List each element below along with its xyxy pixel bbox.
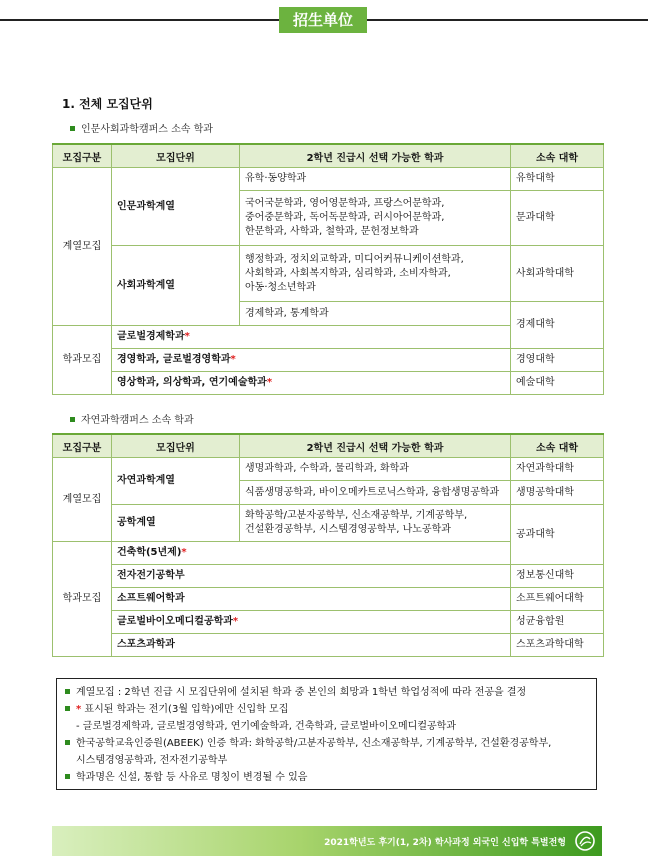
note-line <box>65 769 588 786</box>
star-mark: * <box>232 616 239 627</box>
bullet-icon <box>65 774 70 779</box>
bullet-icon <box>65 740 70 745</box>
college-cell: 생명공학대학 <box>511 481 604 505</box>
th-majors: 2학년 진급시 선택 가능한 학과 <box>240 144 511 168</box>
category-cell: 학과모집 <box>53 326 112 395</box>
unit-cell <box>112 326 511 349</box>
star-mark: * <box>266 377 273 388</box>
unit-label: 글로벌바이오메디컬공학과 <box>117 616 233 627</box>
category-cell: 계열모집 <box>53 168 112 326</box>
table-row <box>53 634 604 657</box>
note-text: 학과명은 신설, 통합 등 사유로 명칭이 변경될 수 있음 <box>76 772 308 783</box>
unit-cell <box>112 542 511 565</box>
college-cell: 유학대학 <box>511 168 604 191</box>
th-college: 소속 대학 <box>511 434 604 458</box>
unit-cell: 공학계열 <box>112 505 240 542</box>
unit-cell: 전자전기공학부 <box>112 565 511 588</box>
table-row <box>53 505 604 542</box>
unit-cell <box>112 372 511 395</box>
university-logo-icon <box>574 830 596 852</box>
footer-text: 2021학년도 후기(1, 2차) 학사과정 외국인 신입학 특별전형 <box>324 838 566 848</box>
college-cell: 예술대학 <box>511 372 604 395</box>
unit-cell: 인문과학계열 <box>112 168 240 246</box>
majors-line: 화학공학/고분자공학부, 신소재공학부, 기계공학부, <box>245 510 468 521</box>
campus1-label <box>70 120 213 135</box>
star-mark: * <box>184 331 190 342</box>
footer-band <box>52 826 602 856</box>
th-unit: 모집단위 <box>112 434 240 458</box>
section-title: 1. 전체 모집단위 <box>62 97 153 111</box>
college-cell: 성균융합원 <box>511 611 604 634</box>
unit-cell <box>112 611 511 634</box>
unit-cell: 사회과학계열 <box>112 246 240 326</box>
table-header-row <box>53 144 604 168</box>
table-row <box>53 372 604 395</box>
note-line <box>65 752 588 769</box>
campus2-text: 자연과학캠퍼스 소속 학과 <box>81 415 194 426</box>
majors-line: 중어중문학과, 독어독문학과, 러시아어문학과, <box>245 212 445 223</box>
college-cell: 공과대학 <box>511 505 604 565</box>
note-line <box>65 735 588 752</box>
majors-cell: 유학·동양학과 <box>240 168 511 191</box>
note-text: 표시된 학과는 전기(3월 입학)에만 신입학 모집 <box>84 704 289 715</box>
majors-line: 아동·청소년학과 <box>245 281 316 293</box>
bullet-icon <box>70 126 75 131</box>
majors-line: 국어국문학과, 영어영문학과, 프랑스어문학과, <box>245 198 445 209</box>
college-cell: 사회과학대학 <box>511 246 604 302</box>
unit-label: 영상학과, 의상학과, 연기예술학과 <box>117 377 267 388</box>
bullet-icon <box>65 689 70 694</box>
college-cell: 문과대학 <box>511 191 604 246</box>
table-row <box>53 458 604 481</box>
notes-box <box>56 678 597 790</box>
college-cell: 경제대학 <box>511 302 604 349</box>
header-rule-right <box>367 19 648 21</box>
majors-cell <box>240 246 511 302</box>
unit-label: 건축학(5년제) <box>117 547 182 558</box>
majors-line: 한문학과, 사학과, 철학과, 문헌정보학과 <box>245 226 419 237</box>
note-text: 한국공학교육인증원(ABEEK) 인증 학과: 화학공학/고분자공학부, 신소재공학부, 기계공학부, 건설환경공학부, <box>76 738 552 749</box>
table-row <box>53 588 604 611</box>
star-mark: * <box>181 547 187 558</box>
note-line <box>65 701 588 718</box>
unit-label: 경영학과, 글로벌경영학과 <box>117 354 231 365</box>
college-cell: 소프트웨어대학 <box>511 588 604 611</box>
header-rule-left <box>0 19 279 21</box>
star-mark: * <box>76 704 82 715</box>
table-row <box>53 565 604 588</box>
table-header-row <box>53 434 604 458</box>
table-humanities-campus <box>52 143 604 395</box>
majors-line: 행정학과, 정치외교학과, 미디어커뮤니케이션학과, <box>245 253 464 265</box>
bullet-icon <box>65 706 70 711</box>
th-category: 모집구분 <box>53 434 112 458</box>
note-text: 시스템경영공학과, 전자전기공학부 <box>76 755 228 766</box>
majors-line: 건설환경공학부, 시스템경영공학부, 나노공학과 <box>245 524 451 535</box>
page-title: 招生单位 <box>279 7 367 33</box>
note-text: - 글로벌경제학과, 글로벌경영학과, 연기예술학과, 건축학과, 글로벌바이오메디컬공학과 <box>76 721 456 732</box>
table-row <box>53 168 604 191</box>
th-majors: 2학년 진급시 선택 가능한 학과 <box>240 434 511 458</box>
majors-cell <box>240 191 511 246</box>
note-text: 계열모집 : 2학년 진급 시 모집단위에 설치된 학과 중 본인의 희망과 1학년 학업성적에 따라 전공을 결정 <box>76 687 527 698</box>
majors-cell: 생명과학과, 수학과, 물리학과, 화학과 <box>240 458 511 481</box>
campus2-label <box>70 411 194 426</box>
majors-cell <box>240 505 511 542</box>
majors-cell: 경제학과, 통계학과 <box>240 302 511 326</box>
majors-cell: 식품생명공학과, 바이오메카트로닉스학과, 융합생명공학과 <box>240 481 511 505</box>
star-mark: * <box>230 354 236 365</box>
table-row <box>53 611 604 634</box>
college-cell: 자연과학대학 <box>511 458 604 481</box>
table-row <box>53 246 604 302</box>
category-cell: 계열모집 <box>53 458 112 542</box>
th-college: 소속 대학 <box>511 144 604 168</box>
unit-cell <box>112 349 511 372</box>
bullet-icon <box>70 417 75 422</box>
campus1-text: 인문사회과학캠퍼스 소속 학과 <box>81 124 213 135</box>
table-natural-campus <box>52 433 604 657</box>
unit-cell: 스포츠과학과 <box>112 634 511 657</box>
unit-cell: 소프트웨어학과 <box>112 588 511 611</box>
college-cell: 경영대학 <box>511 349 604 372</box>
table-row <box>53 349 604 372</box>
unit-label: 글로벌경제학과 <box>117 331 185 342</box>
note-line <box>65 684 588 701</box>
unit-cell: 자연과학계열 <box>112 458 240 505</box>
th-unit: 모집단위 <box>112 144 240 168</box>
majors-line: 사회학과, 사회복지학과, 심리학과, 소비자학과, <box>245 267 451 279</box>
college-cell: 스포츠과학대학 <box>511 634 604 657</box>
college-cell: 정보통신대학 <box>511 565 604 588</box>
th-category: 모집구분 <box>53 144 112 168</box>
category-cell: 학과모집 <box>53 542 112 657</box>
note-line <box>65 718 588 735</box>
